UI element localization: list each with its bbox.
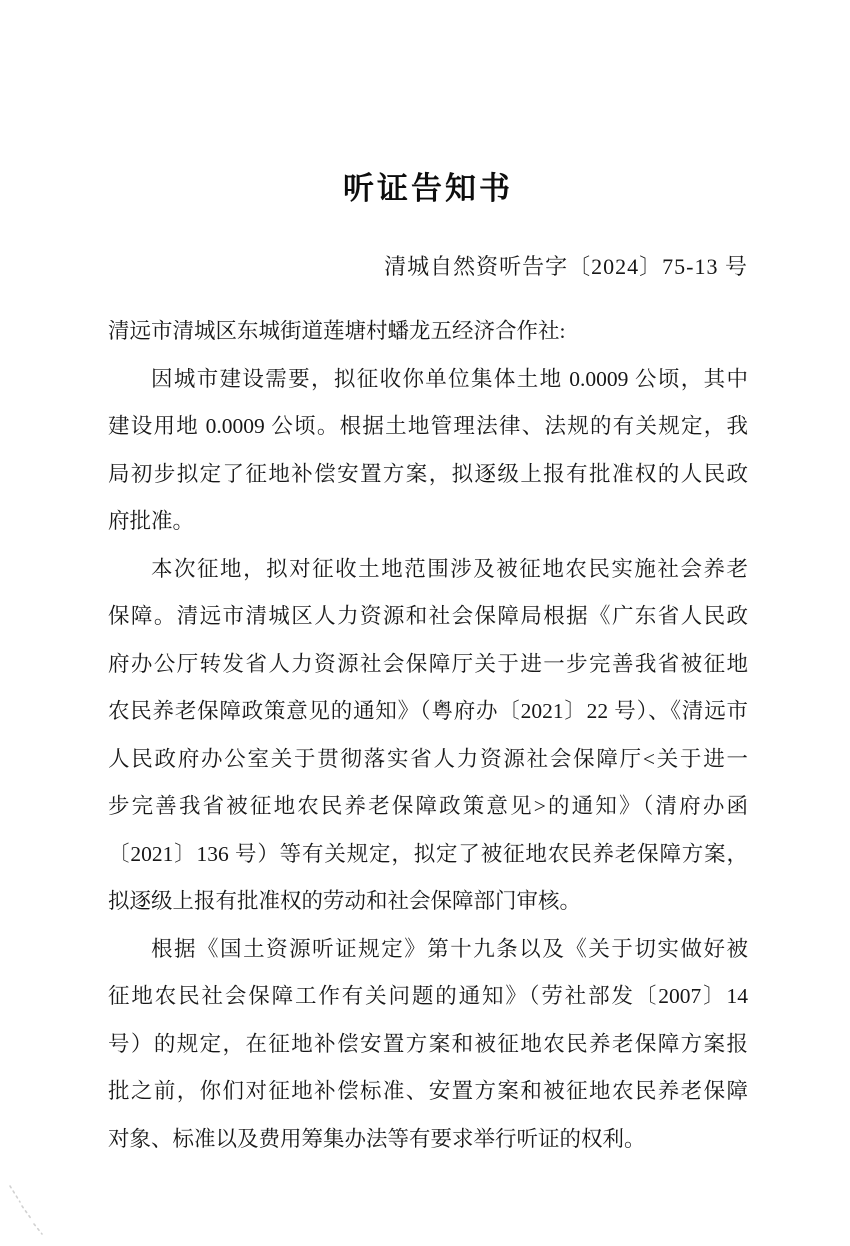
paragraph-hearing-rights bbox=[108, 926, 748, 1164]
body-line: 因城市建设需要，拟征收你单位集体土地 0.0009 公顷，其中 bbox=[151, 366, 748, 391]
body-line: 局初步拟定了征地补偿安置方案，拟逐级上报有批准权的人民政 bbox=[108, 461, 748, 486]
body-line: 〔2021〕136 号）等有关规定，拟定了被征地农民养老保障方案， bbox=[108, 841, 748, 866]
body-line: 号）的规定，在征地补偿安置方案和被征地农民养老保障方案报 bbox=[108, 1031, 748, 1056]
addressee: 清远市清城区东城街道莲塘村蟠龙五经济合作社: bbox=[108, 319, 566, 343]
body-line: 征地农民社会保障工作有关问题的通知》（劳社部发〔2007〕14 bbox=[108, 984, 748, 1008]
paragraph-land-acquisition bbox=[108, 356, 748, 546]
body-line: 拟逐级上报有批准权的劳动和社会保障部门审核。 bbox=[108, 889, 582, 913]
document-body bbox=[108, 308, 748, 1163]
paragraph-social-security bbox=[108, 546, 748, 926]
body-line: 批之前，你们对征地补偿标准、安置方案和被征地农民养老保障 bbox=[108, 1079, 748, 1103]
document-number: 清城自然资听告字〔2024〕75-13 号 bbox=[384, 254, 748, 279]
body-line: 府办公厅转发省人力资源社会保障厅关于进一步完善我省被征地 bbox=[108, 651, 748, 676]
scan-smudge-artifact bbox=[6, 1178, 50, 1238]
body-line: 府批准。 bbox=[108, 509, 195, 533]
body-line: 步完善我省被征地农民养老保障政策意见>的通知》（清府办函 bbox=[108, 794, 748, 818]
body-line: 根据《国土资源听证规定》第十九条以及《关于切实做好被 bbox=[151, 936, 748, 961]
body-line: 建设用地 0.0009 公顷。根据土地管理法律、法规的有关规定，我 bbox=[108, 414, 748, 438]
document-title: 听证告知书 bbox=[343, 171, 513, 206]
body-line: 本次征地，拟对征收土地范围涉及被征地农民实施社会养老 bbox=[151, 556, 748, 581]
body-line: 人民政府办公室关于贯彻落实省人力资源社会保障厅<关于进一 bbox=[108, 746, 748, 771]
body-line: 对象、标准以及费用筹集办法等有要求举行听证的权利。 bbox=[108, 1126, 646, 1151]
body-line: 保障。清远市清城区人力资源和社会保障局根据《广东省人民政 bbox=[108, 604, 748, 628]
body-line: 农民养老保障政策意见的通知》（粤府办〔2021〕22 号）、《清远市 bbox=[108, 699, 748, 723]
